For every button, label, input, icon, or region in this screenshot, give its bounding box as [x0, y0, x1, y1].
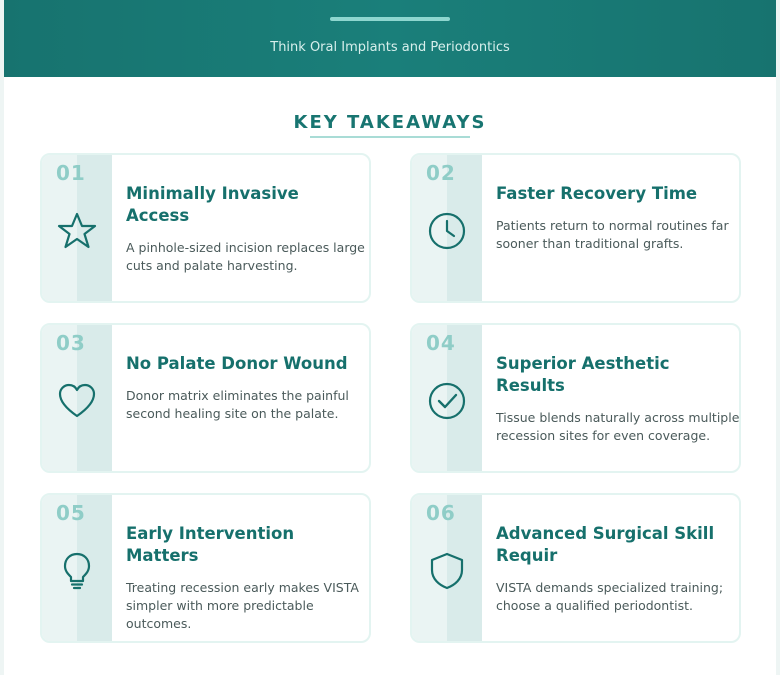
- card-number: 05: [56, 501, 86, 525]
- card-title: No Palate Donor Wound: [126, 354, 348, 373]
- takeaway-card-4: [410, 323, 741, 473]
- takeaway-card-1: [40, 153, 371, 303]
- clock-icon: [426, 210, 468, 252]
- card-description: Treating recession early makes VISTA simpler with more predictable outcomes.: [126, 580, 359, 631]
- card-number: 04: [426, 331, 456, 355]
- heart-icon: [56, 380, 98, 422]
- section-title: KEY TAKEAWAYS: [293, 112, 487, 133]
- shield-icon: [426, 550, 468, 592]
- takeaway-card-5: [40, 493, 371, 643]
- takeaway-card-2: [410, 153, 741, 303]
- takeaway-card-3: [40, 323, 371, 473]
- page: [4, 0, 776, 675]
- card-number: 03: [56, 331, 86, 355]
- card-description: A pinhole-sized incision replaces large cuts and palate harvesting.: [126, 240, 365, 273]
- card-number: 06: [426, 501, 456, 525]
- card-title: Superior Aesthetic Results: [496, 354, 670, 395]
- card-description: VISTA demands specialized training; choose a qualified periodontist.: [496, 580, 724, 613]
- card-title: Early Intervention Matters: [126, 524, 295, 565]
- takeaway-card-6: [410, 493, 741, 643]
- card-title: Minimally Invasive Access: [126, 184, 299, 225]
- card-title: Advanced Surgical Skill Requir: [496, 524, 715, 565]
- card-description: Tissue blends naturally across multiple recession sites for even coverage.: [496, 410, 740, 443]
- star-icon: [56, 210, 98, 252]
- card-number: 02: [426, 161, 456, 185]
- card-description: Patients return to normal routines far sooner than traditional grafts.: [496, 218, 729, 251]
- header-divider: [330, 17, 450, 21]
- section-underline: [310, 136, 470, 138]
- card-number: 01: [56, 161, 86, 185]
- lightbulb-icon: [56, 550, 98, 592]
- card-title: Faster Recovery Time: [496, 184, 698, 203]
- header-subtitle: Think Oral Implants and Periodontics: [270, 40, 510, 55]
- header-banner: [4, 0, 776, 77]
- check-circle-icon: [426, 380, 468, 422]
- card-description: Donor matrix eliminates the painful second healing site on the palate.: [126, 388, 349, 421]
